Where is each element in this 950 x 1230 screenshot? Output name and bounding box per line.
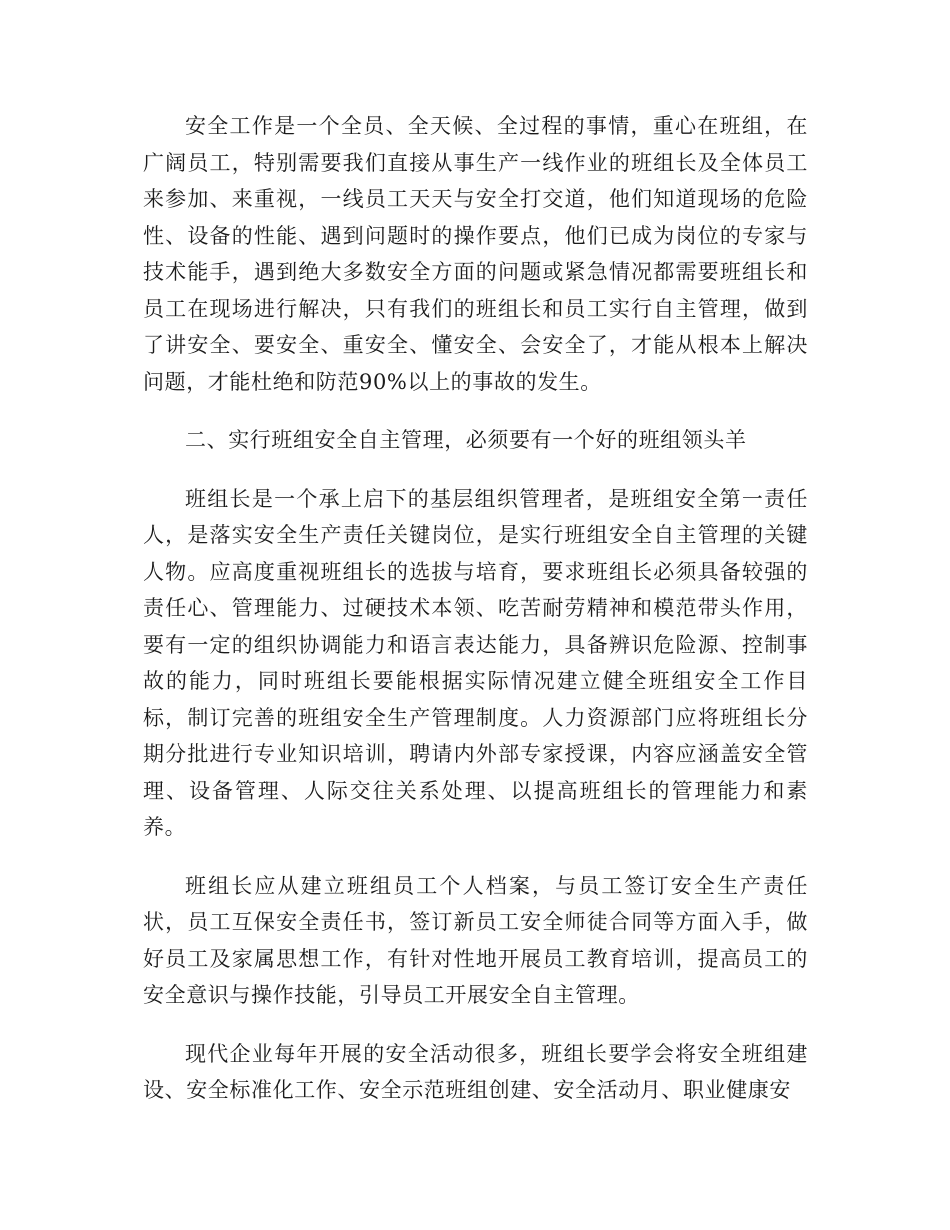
document-body — [143, 108, 808, 1131]
paragraph-safety-overview: 安全工作是一个全员、全天候、全过程的事情，重心在班组，在广阔员工，特别需要我们直接从事生产一线作业的班组长及全体员工来参加、来重视，一线员工天天与安全打交道，他们知道现场的危险性、设备的性能、遇到问题时的操作要点，他们已成为岗位的专家与技术能手，遇到绝大多数安全方面的问题或紧急情况都需要班组长和员工在现场进行解决，只有我们的班组长和员工实行自主管理，做到了讲安全、要安全、重安全、懂安全、会安全了，才能从根本上解决问题，才能杜绝和防范90%以上的事故的发生。 — [143, 114, 808, 394]
paragraph-safety-activities: 现代企业每年开展的安全活动很多，班组长要学会将安全班组建设、安全标准化工作、安全示范班组创建、安全活动月、职业健康安 — [143, 1041, 808, 1102]
section-heading: 二、实行班组安全自主管理，必须要有一个好的班组领头羊 — [185, 428, 747, 452]
paragraph-team-leader-role: 班组长是一个承上启下的基层组织管理者，是班组安全第一责任人，是落实安全生产责任关键岗位，是实行班组安全自主管理的关键人物。应高度重视班组长的选拔与培育，要求班组长必须具备较强的责任心、管理能力、过硬技术本领、吃苦耐劳精神和模范带头作用，要有一定的组织协调能力和语言表达能力，具备辨识危险源、控制事故的能力，同时班组长要能根据实际情况建立健全班组安全工作目标，制订完善的班组安全生产管理制度。人力资源部门应将班组长分期分批进行专业知识培训，聘请内外部专家授课，内容应涵盖安全管理、设备管理、人际交往关系处理、以提高班组长的管理能力和素养。 — [143, 486, 808, 839]
paragraph-team-leader-actions: 班组长应从建立班组员工个人档案，与员工签订安全生产责任状，员工互保安全责任书，签订新员工安全师徒合同等方面入手，做好员工及家属思想工作，有针对性地开展员工教育培训，提高员工的安全意识与操作技能，引导员工开展安全自主管理。 — [143, 873, 808, 1007]
